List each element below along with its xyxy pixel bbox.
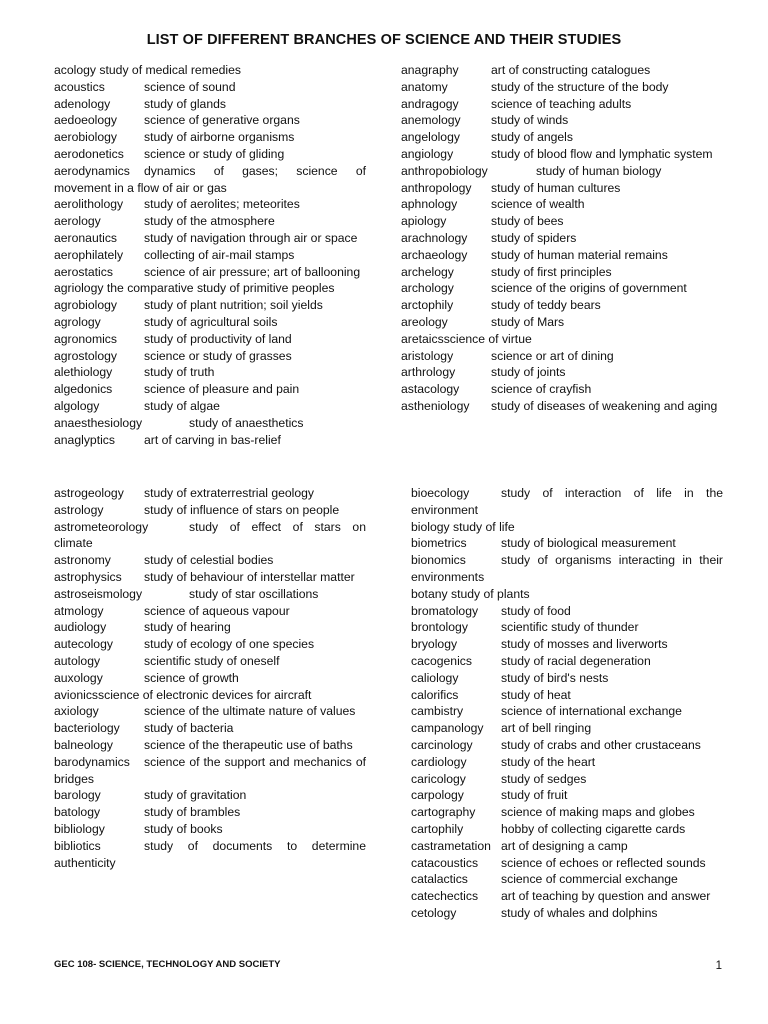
glossary-entry [54, 129, 366, 146]
glossary-entry [54, 381, 366, 398]
glossary-definition: study of Mars [491, 314, 565, 329]
glossary-term: caricology [411, 771, 466, 786]
glossary-definition: study of plants [450, 586, 530, 601]
glossary-entry [411, 519, 723, 536]
glossary-term: areology [401, 314, 448, 329]
glossary-definition: study of algae [144, 398, 220, 413]
footer-course-label: GEC 108- SCIENCE, TECHNOLOGY AND SOCIETY [54, 959, 281, 970]
glossary-definition: science of crayfish [491, 382, 592, 397]
glossary-definition: science of pleasure and pain [144, 382, 300, 397]
glossary-term: angiology [401, 146, 454, 161]
glossary-entry [401, 280, 723, 297]
glossary-term: barodynamics [54, 754, 130, 769]
glossary-column-top-right [401, 62, 723, 415]
glossary-definition: study of plant nutrition; soil yields [144, 298, 323, 313]
glossary-entry [411, 888, 723, 905]
glossary-definition: science of electronic devices for aircraft [98, 687, 312, 702]
glossary-term: bionomics [411, 553, 466, 568]
glossary-definition: science or study of grasses [144, 348, 292, 363]
glossary-entry [411, 737, 723, 754]
glossary-term: agronomics [54, 331, 117, 346]
glossary-term: atmology [54, 603, 104, 618]
glossary-definition: study of the heart [501, 754, 596, 769]
glossary-entry [411, 636, 723, 653]
glossary-term: caliology [411, 670, 459, 685]
glossary-term: astrology [54, 502, 104, 517]
glossary-definition: scientific study of thunder [501, 620, 639, 635]
glossary-entry [411, 670, 723, 687]
glossary-definition: study of influence of stars on people [144, 502, 340, 517]
glossary-term: bromatology [411, 603, 479, 618]
glossary-definition: study of diseases of weakening and aging [491, 398, 718, 413]
glossary-definition: study of anaesthetics [189, 415, 304, 430]
glossary-term: barology [54, 788, 101, 803]
glossary-definition: study of aerolites; meteorites [144, 197, 300, 212]
glossary-entry [401, 96, 723, 113]
glossary-entry [401, 129, 723, 146]
glossary-entry [54, 96, 366, 113]
glossary-term: acoustics [54, 79, 105, 94]
glossary-definition: the comparative study of primitive peoples [106, 281, 335, 296]
glossary-definition: study of teddy bears [491, 298, 601, 313]
page-title: LIST OF DIFFERENT BRANCHES OF SCIENCE AND THEIR STUDIES [146, 32, 622, 48]
glossary-definition: study of bees [491, 214, 564, 229]
glossary-term: audiology [54, 620, 107, 635]
glossary-entry [54, 569, 366, 586]
glossary-definition: dynamics of gases; science of movement in a flow of air or gas [54, 163, 366, 195]
glossary-term: catalactics [411, 872, 468, 887]
glossary-entry [54, 62, 366, 79]
glossary-term: anthropology [401, 180, 472, 195]
glossary-entry [401, 398, 723, 415]
glossary-definition: study of the atmosphere [144, 214, 275, 229]
glossary-term: aerolithology [54, 197, 124, 212]
glossary-entry [54, 838, 366, 872]
glossary-definition: art of constructing catalogues [491, 63, 651, 77]
glossary-definition: science of aqueous vapour [144, 603, 290, 618]
glossary-entry [401, 146, 723, 163]
glossary-entry [54, 619, 366, 636]
glossary-definition: study of glands [144, 96, 226, 111]
glossary-entry [411, 754, 723, 771]
glossary-definition: science of generative organs [144, 113, 300, 128]
glossary-term: aphnology [401, 197, 458, 212]
glossary-term: archelogy [401, 264, 454, 279]
glossary-term: anaesthesiology [54, 415, 143, 430]
glossary-entry [54, 398, 366, 415]
glossary-definition: study of blood flow and lymphatic system [491, 146, 713, 161]
glossary-definition: study of sedges [501, 771, 587, 786]
glossary-column-top-left [54, 62, 366, 448]
glossary-entry [401, 297, 723, 314]
glossary-term: astroseismology [54, 586, 143, 601]
glossary-definition: study of truth [144, 365, 215, 380]
glossary-term: agriology [54, 281, 104, 296]
glossary-term: astheniology [401, 398, 470, 413]
glossary-term: brontology [411, 620, 468, 635]
glossary-definition: art of bell ringing [501, 721, 592, 736]
glossary-term: anthropobiology [401, 163, 488, 178]
glossary-entry [411, 485, 723, 519]
glossary-definition: study of fruit [501, 788, 568, 803]
glossary-term: arthrology [401, 365, 456, 380]
glossary-definition: study of interaction of life in the environment [411, 486, 723, 517]
glossary-term: angelology [401, 130, 460, 145]
glossary-term: catacoustics [411, 855, 479, 870]
glossary-term: cardiology [411, 754, 467, 769]
glossary-term: anatomy [401, 79, 448, 94]
glossary-definition: study of food [501, 603, 571, 618]
glossary-definition: science of commercial exchange [501, 872, 678, 887]
glossary-term: arctophily [401, 298, 454, 313]
glossary-entry [54, 213, 366, 230]
glossary-term: apiology [401, 214, 447, 229]
glossary-term: campanology [411, 721, 484, 736]
glossary-definition: study of spiders [491, 230, 577, 245]
glossary-term: astrogeology [54, 486, 124, 500]
glossary-entry [401, 62, 723, 79]
glossary-term: anemology [401, 113, 461, 128]
glossary-column-bottom-left [54, 485, 366, 871]
glossary-term: archaeology [401, 247, 468, 262]
glossary-entry [411, 535, 723, 552]
glossary-entry [54, 364, 366, 381]
glossary-term: botany [411, 586, 448, 601]
glossary-term: acology [54, 63, 97, 77]
glossary-term: cartography [411, 805, 476, 820]
glossary-entry [54, 687, 366, 704]
glossary-entry [411, 687, 723, 704]
glossary-term: autecology [54, 637, 113, 652]
glossary-entry [54, 196, 366, 213]
glossary-definition: study of medical remedies [99, 63, 241, 77]
glossary-definition: study of angels [491, 130, 573, 145]
glossary-definition: science of making maps and globes [501, 805, 695, 820]
glossary-definition: study of airborne organisms [144, 130, 295, 145]
glossary-entry [411, 838, 723, 855]
glossary-definition: science of sound [144, 79, 236, 94]
glossary-entry [54, 703, 366, 720]
glossary-term: cacogenics [411, 653, 472, 668]
glossary-definition: study of star oscillations [189, 586, 319, 601]
glossary-term: aretaics [401, 331, 444, 346]
glossary-definition: study of crabs and other crustaceans [501, 737, 701, 752]
glossary-definition: science of growth [144, 670, 239, 685]
glossary-term: avionics [54, 687, 99, 702]
glossary-definition: study of extraterrestrial geology [144, 486, 315, 500]
glossary-entry [411, 871, 723, 888]
glossary-definition: science of air pressure; art of ballooning [144, 264, 361, 279]
glossary-definition: art of teaching by question and answer [501, 889, 711, 904]
glossary-definition: study of gravitation [144, 788, 247, 803]
glossary-definition: science of echoes or reflected sounds [501, 855, 706, 870]
glossary-term: anagraphy [401, 63, 459, 77]
glossary-definition: study of effect of stars on climate [54, 519, 366, 551]
glossary-definition: study of ecology of one species [144, 637, 315, 652]
glossary-entry [411, 821, 723, 838]
glossary-term: agrology [54, 314, 101, 329]
glossary-term: arachnology [401, 230, 468, 245]
glossary-entry [411, 771, 723, 788]
glossary-entry [401, 364, 723, 381]
glossary-term: axiology [54, 704, 99, 719]
glossary-term: castrametation [411, 838, 491, 853]
glossary-term: astrophysics [54, 569, 122, 584]
glossary-entry [54, 432, 366, 449]
glossary-definition: science of the support and mechanics of bridges [54, 754, 366, 786]
glossary-term: cambistry [411, 704, 464, 719]
glossary-term: aerophilately [54, 247, 124, 262]
glossary-entry [54, 331, 366, 348]
glossary-definition: study of biological measurement [501, 536, 676, 551]
glossary-definition: science or art of dining [491, 348, 614, 363]
glossary-entry [54, 552, 366, 569]
glossary-entry [401, 213, 723, 230]
glossary-term: adenology [54, 96, 111, 111]
glossary-definition: science of wealth [491, 197, 585, 212]
glossary-term: balneology [54, 737, 113, 752]
glossary-definition: study of celestial bodies [144, 553, 274, 568]
glossary-entry [54, 754, 366, 788]
glossary-entry [401, 264, 723, 281]
glossary-entry [401, 348, 723, 365]
glossary-term: agrobiology [54, 298, 118, 313]
glossary-entry [54, 670, 366, 687]
glossary-definition: study of racial degeneration [501, 653, 651, 668]
glossary-definition: science of the therapeutic use of baths [144, 737, 353, 752]
glossary-definition: study of books [144, 821, 223, 836]
glossary-entry [54, 586, 366, 603]
glossary-definition: study of navigation through air or space [144, 230, 358, 245]
glossary-entry [401, 247, 723, 264]
glossary-term: algology [54, 398, 100, 413]
glossary-term: aerodonetics [54, 146, 124, 161]
glossary-definition: study of human biology [536, 163, 662, 178]
glossary-definition: hobby of collecting cigarette cards [501, 821, 686, 836]
glossary-entry [54, 146, 366, 163]
glossary-entry [54, 737, 366, 754]
glossary-entry [401, 314, 723, 331]
glossary-term: cetology [411, 905, 457, 920]
glossary-entry [411, 586, 723, 603]
glossary-entry [54, 314, 366, 331]
glossary-term: agrostology [54, 348, 118, 363]
glossary-entry [401, 196, 723, 213]
glossary-term: algedonics [54, 382, 113, 397]
glossary-term: aedoeology [54, 113, 118, 128]
glossary-term: auxology [54, 670, 103, 685]
glossary-entry [401, 112, 723, 129]
glossary-term: carpology [411, 788, 464, 803]
glossary-entry [54, 519, 366, 553]
glossary-definition: study of brambles [144, 805, 241, 820]
glossary-term: bibliology [54, 821, 105, 836]
glossary-term: aerobiology [54, 130, 118, 145]
glossary-definition: study of bird's nests [501, 670, 609, 685]
glossary-column-bottom-right [411, 485, 723, 922]
glossary-definition: study of human material remains [491, 247, 668, 262]
glossary-definition: science of the ultimate nature of values [144, 704, 356, 719]
glossary-term: aeronautics [54, 230, 118, 245]
glossary-term: biology [411, 519, 450, 534]
glossary-entry [401, 180, 723, 197]
glossary-term: cartophily [411, 821, 464, 836]
glossary-definition: collecting of air-mail stamps [144, 247, 295, 262]
glossary-entry [54, 804, 366, 821]
glossary-entry [54, 264, 366, 281]
glossary-entry [54, 502, 366, 519]
glossary-definition: art of designing a camp [501, 838, 628, 853]
glossary-term: carcinology [411, 737, 473, 752]
glossary-definition: study of whales and dolphins [501, 905, 658, 920]
glossary-entry [54, 720, 366, 737]
glossary-entry [54, 821, 366, 838]
glossary-term: aerodynamics [54, 163, 130, 178]
glossary-term: alethiology [54, 365, 113, 380]
glossary-entry [411, 603, 723, 620]
glossary-entry [54, 636, 366, 653]
glossary-term: astacology [401, 382, 460, 397]
glossary-definition: study of life [453, 519, 515, 534]
glossary-entry [54, 247, 366, 264]
glossary-entry [401, 79, 723, 96]
glossary-term: bioecology [411, 486, 470, 500]
glossary-term: aerology [54, 214, 101, 229]
glossary-term: biometrics [411, 536, 467, 551]
glossary-entry [411, 619, 723, 636]
glossary-term: bibliotics [54, 838, 101, 853]
glossary-entry [54, 485, 366, 502]
glossary-entry [54, 79, 366, 96]
glossary-term: batology [54, 805, 101, 820]
glossary-entry [54, 415, 366, 432]
glossary-definition: study of mosses and liverworts [501, 637, 668, 652]
glossary-definition: science of the origins of government [491, 281, 687, 296]
glossary-entry [54, 348, 366, 365]
glossary-entry [401, 381, 723, 398]
glossary-entry [54, 112, 366, 129]
glossary-term: andragogy [401, 96, 459, 111]
glossary-definition: study of organisms interacting in their environments [411, 553, 723, 584]
glossary-definition: study of winds [491, 113, 569, 128]
page-number: 1 [715, 960, 722, 972]
glossary-definition: science of international exchange [501, 704, 682, 719]
glossary-entry [54, 280, 366, 297]
glossary-definition: science of virtue [443, 331, 532, 346]
glossary-definition: study of bacteria [144, 721, 234, 736]
glossary-definition: study of documents to determine authenticity [54, 838, 366, 870]
glossary-entry [54, 230, 366, 247]
glossary-entry [54, 603, 366, 620]
glossary-definition: study of human cultures [491, 180, 621, 195]
glossary-definition: science of teaching adults [491, 96, 632, 111]
glossary-term: archology [401, 281, 454, 296]
glossary-entry [54, 163, 366, 197]
glossary-definition: study of agricultural soils [144, 314, 278, 329]
glossary-definition: science or study of gliding [144, 146, 285, 161]
glossary-definition: study of joints [491, 365, 566, 380]
glossary-entry [54, 787, 366, 804]
glossary-term: aerostatics [54, 264, 113, 279]
glossary-entry [411, 552, 723, 586]
glossary-entry [401, 331, 723, 348]
glossary-entry [401, 163, 723, 180]
glossary-definition: scientific study of oneself [144, 653, 280, 668]
glossary-term: bryology [411, 637, 458, 652]
glossary-entry [411, 905, 723, 922]
glossary-term: autology [54, 653, 101, 668]
glossary-entry [411, 653, 723, 670]
glossary-term: anaglyptics [54, 432, 115, 447]
glossary-entry [54, 653, 366, 670]
glossary-entry [401, 230, 723, 247]
glossary-term: calorifics [411, 687, 459, 702]
glossary-term: bacteriology [54, 721, 120, 736]
glossary-term: catechectics [411, 889, 479, 904]
glossary-term: astrometeorology [54, 519, 149, 534]
glossary-definition: study of first principles [491, 264, 612, 279]
glossary-definition: study of productivity of land [144, 331, 292, 346]
glossary-entry [411, 787, 723, 804]
glossary-definition: art of carving in bas-relief [144, 432, 281, 447]
glossary-definition: study of hearing [144, 620, 231, 635]
glossary-entry [411, 855, 723, 872]
glossary-term: aristology [401, 348, 454, 363]
glossary-definition: study of heat [501, 687, 571, 702]
glossary-entry [411, 703, 723, 720]
glossary-entry [54, 297, 366, 314]
glossary-entry [411, 720, 723, 737]
glossary-definition: study of the structure of the body [491, 79, 669, 94]
glossary-entry [411, 804, 723, 821]
glossary-definition: study of behaviour of interstellar matter [144, 569, 355, 584]
glossary-term: astronomy [54, 553, 111, 568]
